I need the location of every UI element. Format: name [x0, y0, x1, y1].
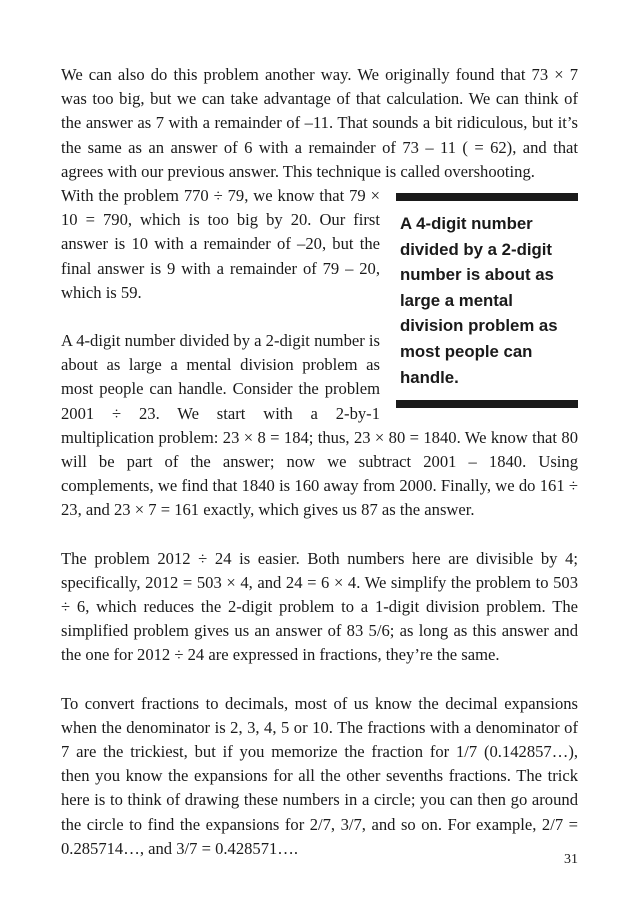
paragraph-770-divided-by-79: With the problem 770 ÷ 79, we know that 79 × 10 = 790, which is too big by 20. Our first answer is 10 with a remainder of –20, but the final answer is 9 with a remainder of 79 – 20, which is 59. — [61, 186, 380, 302]
page-number: 31 — [564, 852, 578, 867]
paragraph-4-digit-division: A 4-digit number divided by a 2-digit number is about as large a mental division problem as most people can handle. Consider the problem 2001 ÷ 23. We start with a 2-by-1 multiplication problem: 23 × 8 = 184; thus, 23 × 80 = 1840. We know that 80 will be part of the answer; now we subtract 2001 – 1840. Using complements, we find that 1840 is 160 away from 2000. Finally, we do 161 ÷ 23, and 23 × 7 = 161 exactly, which gives us 87 as the answer. — [61, 331, 578, 520]
paragraph-fractions-to-decimals: To convert fractions to decimals, most of us know the decimal expansions when the denominator is 2, 3, 4, 5 or 10. The fractions with a denominator of 7 are the trickiest, but if you memorize the fraction for 1/7 (0.142857…), then you know the expansions for all the other sevenths fractions. The trick here is to think of drawing these numbers in a circle; you can then go around the circle to find the expansions for 2/7, 3/7, and so on. For example, 2/7 = 0.285714…, and 3/7 = 0.428571…. — [61, 693, 578, 858]
paragraph-2012-divided-by-24: The problem 2012 ÷ 24 is easier. Both numbers here are divisible by 4; specifically, 2012 = 503 × 4, and 24 = 6 × 4. We simplify the problem to 503 ÷ 6, which reduces the 2-digit problem to a 1-digit division problem. The simplified problem gives us an answer of 83 5/6; as long as this answer and the one for 2012 ÷ 24 are expressed in fractions, they’re the same. — [61, 548, 578, 665]
paragraph-overshooting: We can also do this problem another way. We originally found that 73 × 7 was too big, but we can take advantage of that calculation. We can think of the answer as 7 with a remainder of –11. That sounds a bit ridiculous, but it’s the same as an answer of 6 with a remainder of 73 – 11 ( = 62), and that agrees with our previous answer. This technique is called overshooting. — [61, 65, 578, 181]
pull-quote-text: A 4-digit number divided by a 2-digit number is about as large a mental division problem as most people can handle. — [400, 214, 558, 387]
pull-quote-callout — [396, 193, 578, 408]
text-with-callout — [61, 184, 578, 861]
